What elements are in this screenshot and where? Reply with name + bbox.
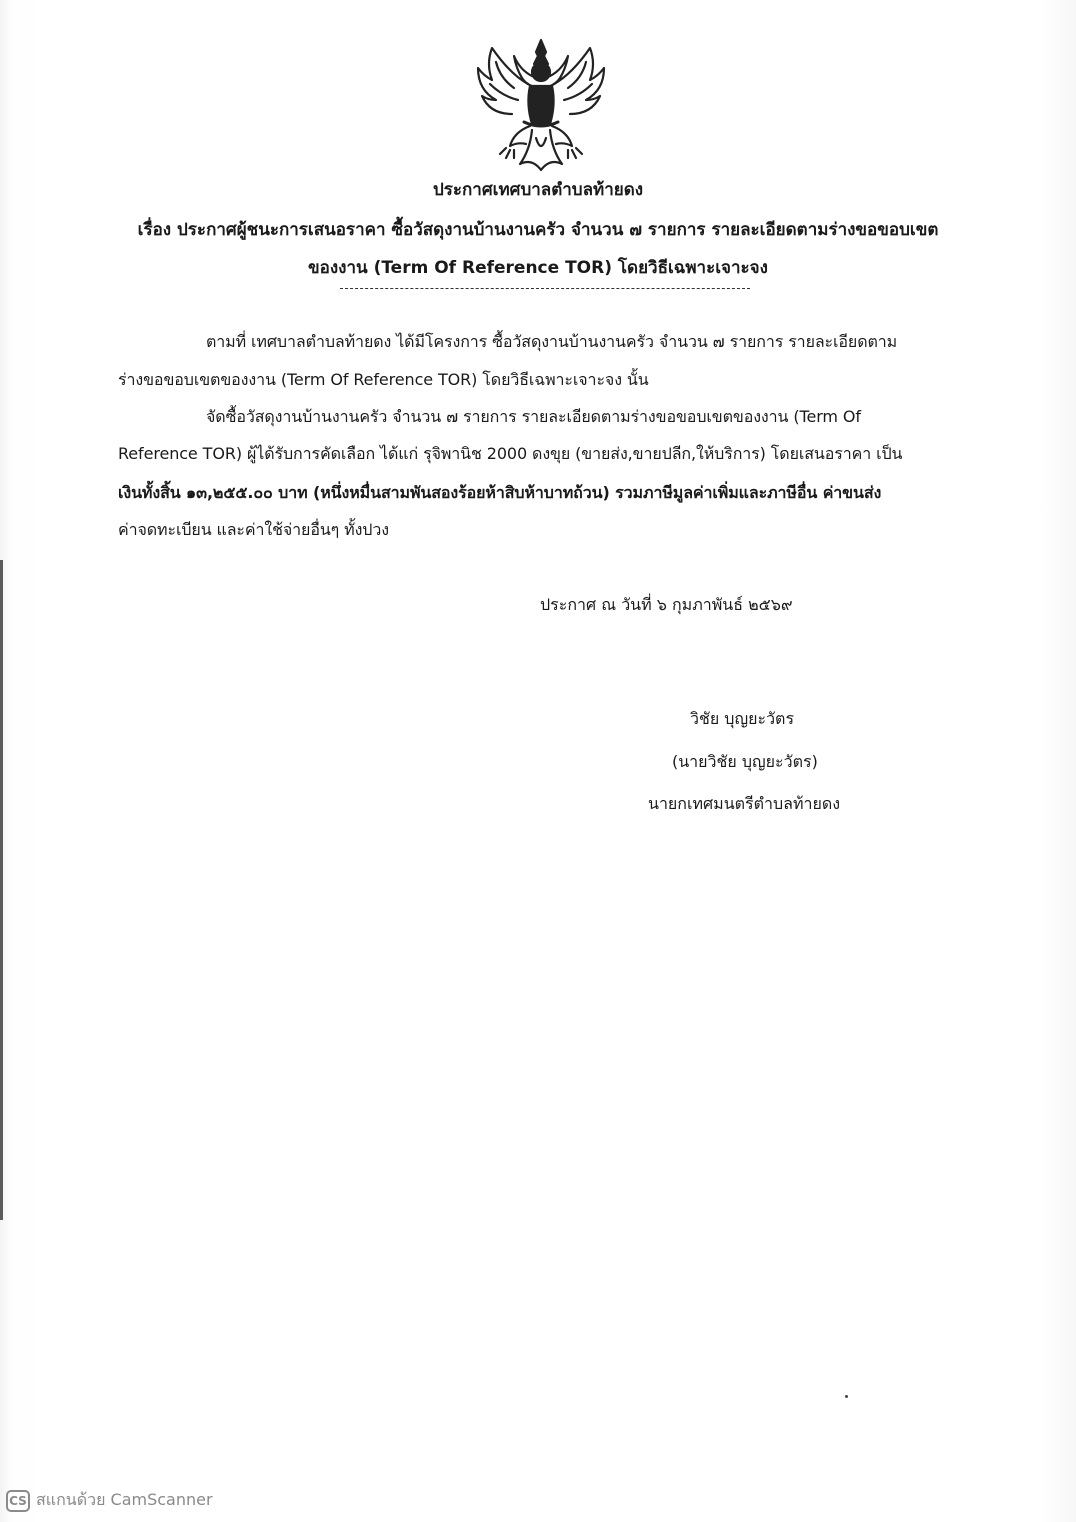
body-paragraph-line: เงินทั้งสิ้น ๑๓,๒๕๕.๐๐ บาท (หนึ่งหมื่นสามพันสองร้อยห้าสิบห้าบาทถ้วน) รวมภาษีมูลค่าเพิ่มและภาษีอื่น ค่าขนส่ง [118,483,882,502]
subject-line-continued: ของงาน (Term Of Reference TOR) โดยวิธีเฉพาะเจาะจง [308,258,768,278]
divider [340,288,750,289]
body-paragraph-line: จัดซื้อวัสดุงานบ้านงานครัว จำนวน ๗ รายการ รายละเอียดตามร่างขอขอบเขตของงาน (Term Of [206,407,861,426]
camscanner-watermark [6,1488,213,1513]
subject-line: เรื่อง ประกาศผู้ชนะการเสนอราคา ซื้อวัสดุงานบ้านงานครัว จำนวน ๗ รายการ รายละเอียดตามร่างขอขอบเขต [137,220,939,240]
body-paragraph-line: Reference TOR) ผู้ได้รับการคัดเลือก ได้แก่ รุจิพานิช 2000 ดงขุย (ขายส่ง,ขายปลีก,ให้บริการ) โดยเสนอราคา เป็น [118,444,903,463]
announcement-date: ประกาศ ณ วันที่ ๖ กุมภาพันธ์ ๒๕๖๙ [540,595,793,614]
camscanner-logo-icon: CS [6,1490,30,1512]
signer-name: (นายวิชัย บุญยะวัตร) [672,752,818,771]
announcement-title: ประกาศเทศบาลตำบลท้ายดง [432,180,644,200]
signer-position: นายกเทศมนตรีตำบลท้ายดง [648,794,841,813]
body-paragraph-line: ค่าจดทะเบียน และค่าใช้จ่ายอื่นๆ ทั้งปวง [118,520,389,539]
scan-edge-shadow [0,560,3,1220]
camscanner-text: สแกนด้วย CamScanner [36,1490,213,1509]
signature: วิชัย บุญยะวัตร [690,709,795,728]
body-paragraph-line: ร่างขอขอบเขตของงาน (Term Of Reference TOR) โดยวิธีเฉพาะเจาะจง นั้น [118,370,649,389]
scan-speck [845,1395,848,1398]
body-paragraph-line: ตามที่ เทศบาลตำบลท้ายดง ได้มีโครงการ ซื้อวัสดุงานบ้านงานครัว จำนวน ๗ รายการ รายละเอียดตาม [206,332,898,351]
garuda-emblem-icon [470,34,612,176]
